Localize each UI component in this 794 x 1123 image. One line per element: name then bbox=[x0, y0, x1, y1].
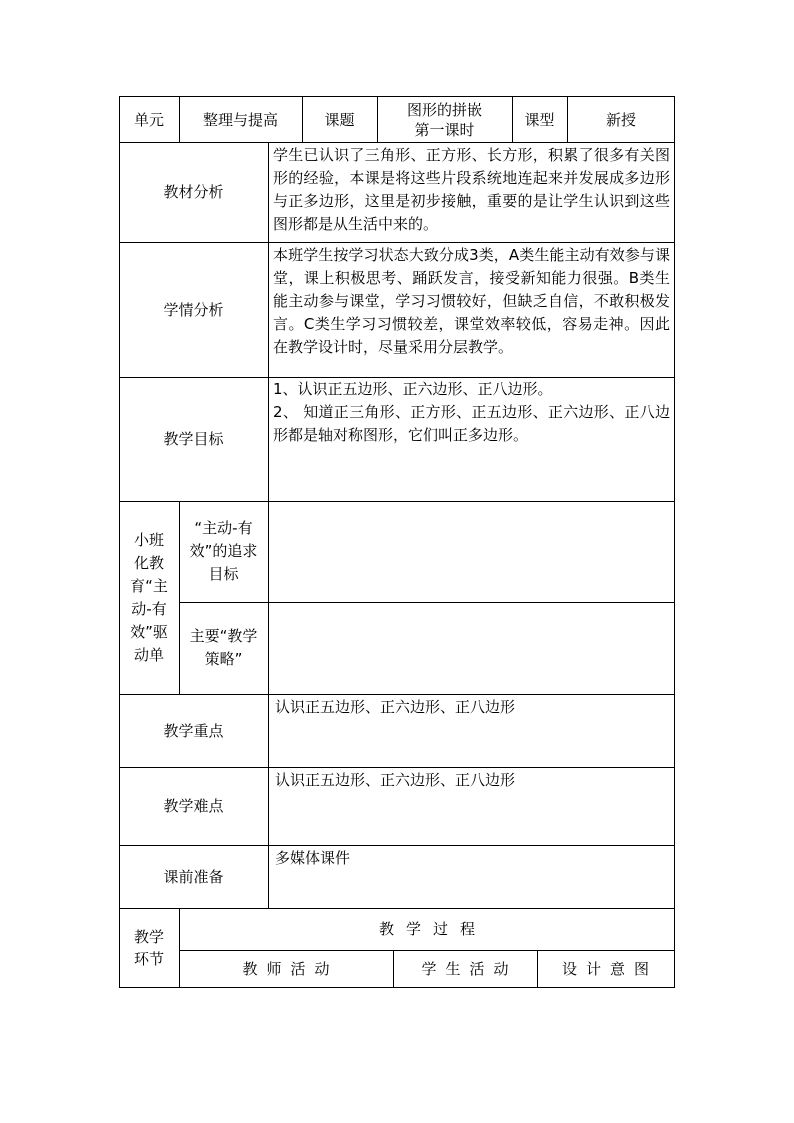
topic-value bbox=[377, 96, 512, 143]
difficult-points-content: 认识正五边形、正六边形、正八边形 bbox=[275, 771, 516, 789]
pursuit-goal-value bbox=[273, 504, 670, 598]
col-divider bbox=[268, 501, 269, 695]
teacher-activity-header: 教师活动 bbox=[242, 959, 339, 978]
teaching-goal-item: 1、认识正五边形、正六边形、正八边形。 bbox=[273, 380, 553, 398]
pursuit-goal-label bbox=[179, 501, 268, 602]
topic-label: 课题 bbox=[324, 110, 355, 129]
unit-label: 单元 bbox=[133, 110, 164, 129]
teaching-goals-content bbox=[273, 378, 670, 447]
teaching-strategy-label bbox=[179, 602, 268, 694]
textbook-analysis-content: 学生已认识了三角形、正方形、长方形，积累了很多有关图形的经验，本课是将这些片段系统地连起来并发展成多边形与正多边形，这里是初步接触，重要的是让学生认识到这些图形都是从生活中来的。 bbox=[273, 146, 670, 233]
table-border-right bbox=[674, 96, 675, 988]
teaching-strategy-value bbox=[273, 605, 670, 690]
col-divider bbox=[268, 142, 269, 502]
teaching-stage-label-line: 环节 bbox=[133, 949, 164, 968]
teaching-goal-item: 2、 知道正三角形、正方形、正五边形、正六边形、正八边形都是轴对称图形，它们叫正多边形。 bbox=[273, 403, 670, 444]
table-border-bottom bbox=[119, 987, 675, 988]
teaching-stage-label-line: 教学 bbox=[133, 927, 164, 946]
teaching-stage-label bbox=[119, 908, 179, 987]
teaching-strategy-label-line: 策略” bbox=[204, 650, 243, 668]
unit-value: 整理与提高 bbox=[202, 110, 278, 129]
pursuit-goal-label-line: “主动-有 bbox=[194, 519, 253, 537]
preparation-label: 课前准备 bbox=[163, 867, 224, 886]
col-divider bbox=[268, 694, 269, 909]
topic-value-line2: 第一课时 bbox=[414, 120, 475, 139]
small-class-label-line: 小班 bbox=[133, 530, 164, 549]
key-points-content: 认识正五边形、正六边形、正八边形 bbox=[275, 698, 516, 716]
student-analysis-content: 本班学生按学习状态大致分成3类，A类生能主动有效参与课堂，课上积极思考、踊跃发言，接受新知能力很强。B类生能主动参与课堂，学习习惯较好，但缺乏自信，不敢积极发言。C类生学习习惯较差，课堂效率较低，容易走神。因此在教学设计时，尽量采用分层教学。 bbox=[273, 246, 670, 356]
small-class-label-line: 动单 bbox=[133, 645, 164, 664]
pursuit-goal-label-line: 效”的追求 bbox=[189, 542, 258, 560]
student-activity-header: 学生活动 bbox=[421, 959, 518, 978]
design-intent-header: 设计意图 bbox=[561, 959, 658, 978]
pursuit-goal-label-line: 目标 bbox=[208, 565, 239, 583]
key-points-label: 教学重点 bbox=[163, 721, 224, 740]
topic-value-line1: 图形的拼嵌 bbox=[406, 100, 482, 119]
type-value: 新授 bbox=[605, 110, 636, 129]
teaching-goals-label: 教学目标 bbox=[163, 430, 224, 448]
type-label: 课型 bbox=[524, 110, 555, 129]
small-class-label-line: 化教 bbox=[133, 553, 164, 572]
difficult-points-label: 教学难点 bbox=[163, 797, 224, 815]
teaching-process-title: 教学过程 bbox=[378, 920, 487, 938]
preparation-content: 多媒体课件 bbox=[275, 849, 351, 867]
teaching-strategy-label-line: 主要“教学 bbox=[189, 627, 258, 645]
small-class-label-line: 效”驱 bbox=[130, 622, 168, 641]
student-analysis-label: 学情分析 bbox=[163, 300, 224, 319]
small-class-label bbox=[119, 501, 179, 694]
small-class-label-line: 动-有 bbox=[131, 599, 167, 618]
small-class-label-line: 育“主 bbox=[130, 576, 168, 595]
textbook-analysis-label: 教材分析 bbox=[163, 183, 224, 201]
